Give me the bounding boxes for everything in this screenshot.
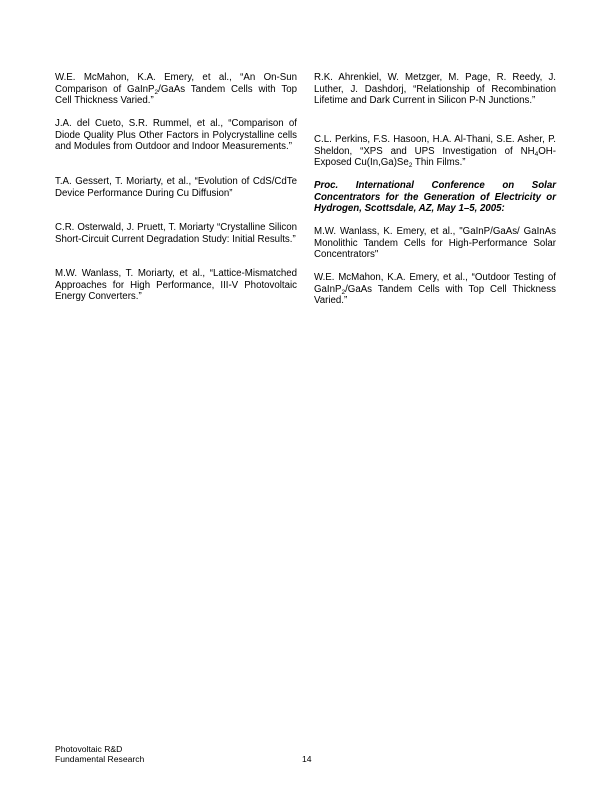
reference-entry: R.K. Ahrenkiel, W. Metzger, M. Page, R. Reedy, J. Luther, J. Dashdorj, “Relationship of Recombination Lifetime and Dark Current in Silicon P-N Junctions.” [314,72,556,107]
footer-section-title: Photovoltaic R&D [55,744,123,754]
reference-entry: T.A. Gessert, T. Moriarty, et al., “Evolution of CdS/CdTe Device Performance During Cu Diffusion” [55,176,297,199]
reference-entry: C.R. Osterwald, J. Pruett, T. Moriarty “Crystalline Silicon Short-Circuit Current Degradation Study: Initial Results.” [55,222,297,245]
ref-text: OH-Exposed Cu(In,Ga)Se [314,145,556,169]
reference-entry: J.A. del Cueto, S.R. Rummel, et al., “Comparison of Diode Quality Plus Other Factors in Polycrystalline cells and Modules from Outdoor and Indoor Measurements.” [55,118,297,153]
conference-heading: Proc. International Conference on Solar Concentrators for the Generation of Electricity or Hydrogen, Scottsdale, AZ, May 1–5, 2005: [314,180,556,215]
reference-entry: M.W. Wanlass, T. Moriarty, et al., “Lattice-Mismatched Approaches for High Performance, III-V Photovoltaic Energy Converters.” [55,268,297,303]
footer-subtitle: Fundamental Research [55,754,145,764]
subscript: 2 [154,88,159,96]
reference-entry [314,272,556,307]
ref-text: W.E. McMahon, K.A. Emery, et al., “Outdoor Testing of GaInP [314,272,556,295]
subscript: 2 [341,288,346,296]
ref-text: /GaAs Tandem Cells with Top Cell Thickness Varied.” [314,283,556,307]
ref-text: Thin Films.” [412,157,466,169]
subscript: 2 [408,162,413,170]
reference-entry [314,134,556,169]
ref-text: C.L. Perkins, F.S. Hasoon, H.A. Al-Thani, S.E. Asher, P. Sheldon, “XPS and UPS Investigation of NH [314,134,556,157]
reference-entry [55,72,297,107]
ref-text: /GaAs Tandem Cells with Top Cell Thickness Varied.” [55,83,297,107]
ref-text: W.E. McMahon, K.A. Emery, et al., “An On-Sun Comparison of GaInP [55,72,297,95]
subscript: 4 [534,150,539,158]
reference-entry: M.W. Wanlass, K. Emery, et al., "GaInP/GaAs/ GaInAs Monolithic Tandem Cells for High-Performance Solar Concentrators" [314,226,556,261]
page-number: 14 [302,754,312,764]
